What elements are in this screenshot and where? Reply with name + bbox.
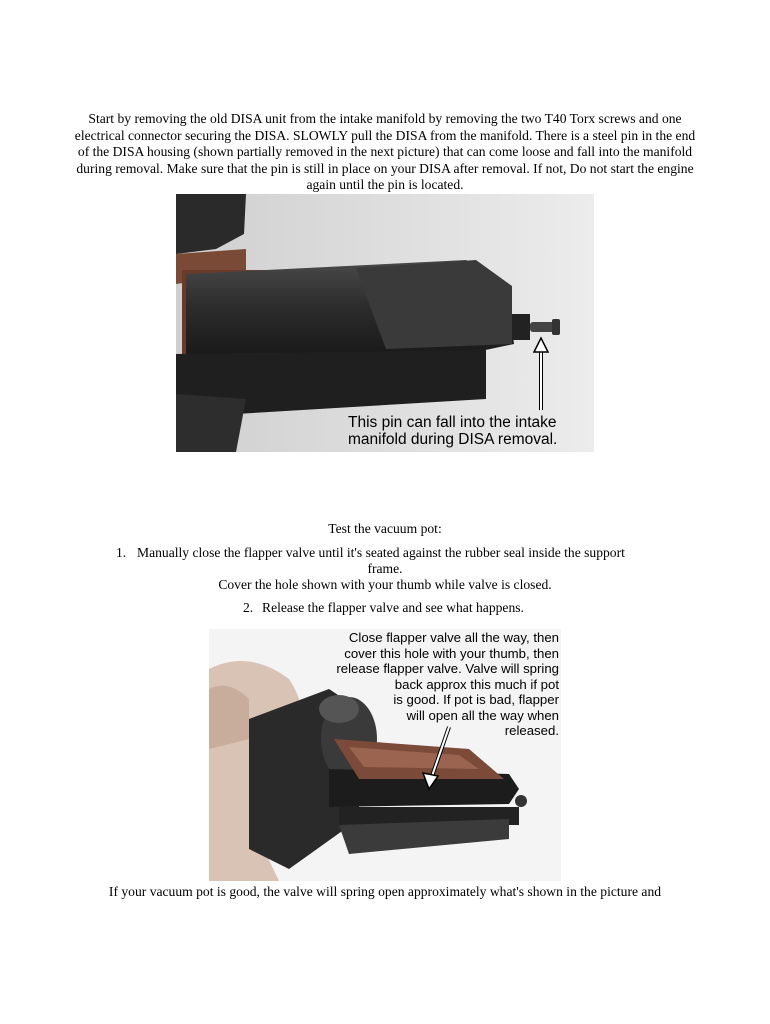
closing-text: If your vacuum pot is good, the valve will spring open approximately what's shown in the picture and: [108, 884, 662, 899]
vacuum-pot-heading: Test the vacuum pot:: [328, 521, 442, 536]
photo2-caption-line2: cover this hole with your thumb, then: [344, 645, 559, 661]
photo2-caption-line3: release flapper valve. Valve will spring: [336, 661, 559, 676]
step-2-number: 2.: [243, 600, 254, 615]
step-1-number: 1.: [116, 545, 127, 560]
photo2-caption-line5: is good. If pot is bad, flapper: [393, 692, 559, 707]
step-1-text-line2: frame.: [367, 561, 403, 576]
flapper-valve-photo: [209, 629, 561, 881]
intro-paragraph: Start by removing the old DISA unit from the intake manifold by removing the two T40 Torx screws and one electrical connector securing the DISA. SLOWLY pull the DISA from the manifold. There is a steel pin in the end of the DISA housing (shown partially removed in the next picture) that can come loose and fall into the manifold during removal. Make sure that the pin is still in place on your DISA after removal. If not, Do not start the engine again until the pin is located.: [74, 111, 696, 193]
photo2-caption-line7: released.: [504, 723, 559, 738]
step-1-text-line1: Manually close the flapper valve until it's seated against the rubber seal inside the support: [137, 545, 625, 560]
disa-pin-photo: [176, 194, 594, 452]
photo2-caption-line6: will open all the way when: [406, 707, 559, 723]
photo1-caption-line1: This pin can fall into the intake: [348, 414, 557, 431]
photo2-caption-line1: Close flapper valve all the way, then: [348, 630, 559, 645]
photo1-caption-line2: manifold during DISA removal.: [348, 431, 558, 448]
cover-hole-instruction: Cover the hole shown with your thumb while valve is closed.: [218, 577, 552, 592]
step-2-text: Release the flapper valve and see what happens.: [262, 600, 524, 615]
photo2-caption-line4: back approx this much if pot: [394, 676, 559, 692]
